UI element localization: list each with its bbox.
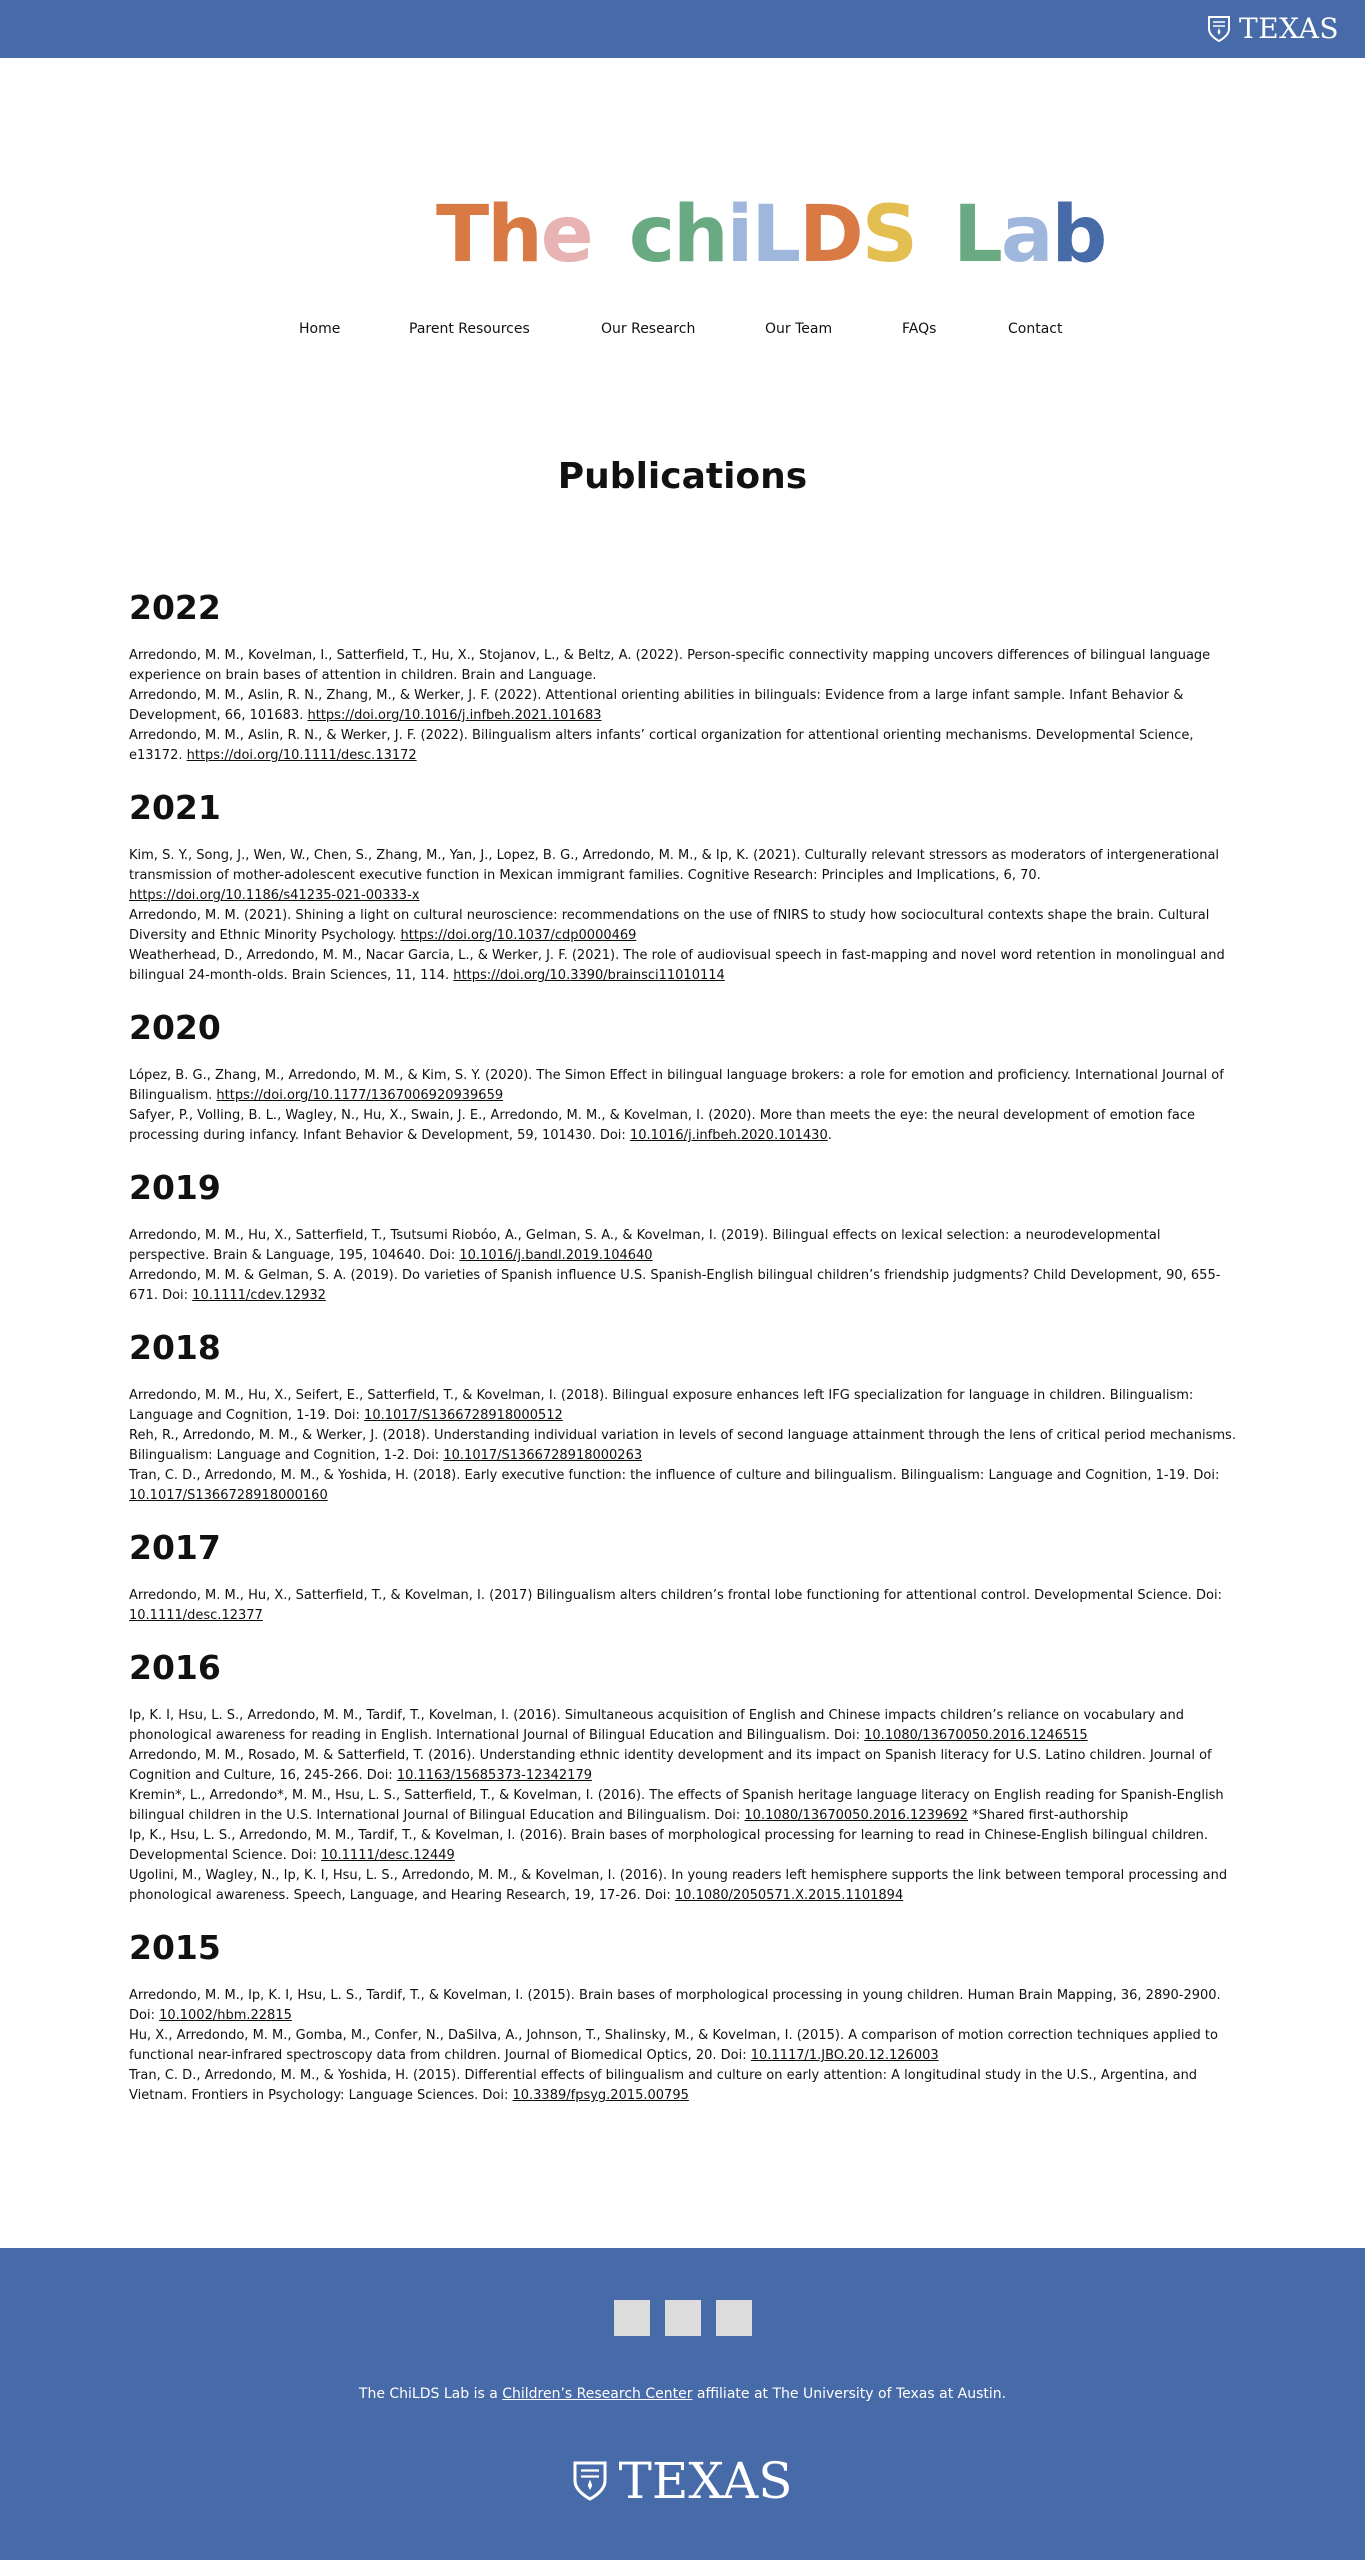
publication-entry [129,846,1239,906]
ut-texas-footer-logo[interactable] [0,2453,1365,2509]
publication-entry [129,1706,1239,1746]
publication-entry [129,1226,1239,1266]
year-section [129,586,1239,766]
citation-text: Ip, K., Hsu, L. S., Arredondo, M. M., Tardif, T., & Kovelman, I. (2016). Brain bases of morphological processing for learning to read in Chinese-English bilingual children. Developmental Science. Doi: [129,1828,1208,1863]
doi-link[interactable]: 10.1016/j.infbeh.2020.101430 [629,1128,828,1143]
citation-text: Arredondo, M. M., Aslin, R. N., & Werker, J. F. (2022). Bilingualism alters infants’ cortical organization for attentional orienting mechanisms. Developmental Science, e13172. [129,728,1194,763]
affiliation-text [0,2384,1365,2404]
doi-link[interactable]: https://doi.org/10.1177/1367006920939659 [216,1088,504,1103]
doi-link[interactable]: 10.1002/hbm.22815 [159,2008,292,2023]
year-heading: 2018 [129,1328,221,1367]
citation-text: Arredondo, M. M., Rosado, M. & Satterfield, T. (2016). Understanding ethnic identity development and its impact on Spanish literacy for U.S. Latino children. Journal of Cognition and Culture, 16, 245-266. Doi: [129,1748,1212,1783]
publication-entry [129,686,1239,726]
citation-text: Arredondo, M. M., Hu, X., Seifert, E., Satterfield, T., & Kovelman, I. (2018). Bilingual exposure enhances left IFG specialization for language in children. Bilingualism: Language and Cognition, 1-19. Doi: [129,1388,1194,1423]
year-heading: 2020 [129,1008,221,1047]
doi-link[interactable]: 10.1080/13670050.2016.1246515 [864,1728,1088,1743]
year-heading: 2016 [129,1648,221,1687]
doi-link[interactable]: 10.1017/S1366728918000263 [443,1448,643,1463]
social-icon[interactable] [614,2300,650,2336]
citation-text: Arredondo, M. M. (2021). Shining a light on cultural neuroscience: recommendations on the use of fNIRS to study how sociocultural contexts shape the brain. Cultural Diversity and Ethnic Minority Psychology. [129,908,1210,943]
year-section [129,1526,1239,1626]
doi-link[interactable]: 10.1111/cdev.12932 [192,1288,326,1303]
publication-entry [129,1426,1239,1466]
doi-link[interactable]: 10.1111/desc.12377 [129,1608,263,1623]
doi-link[interactable]: https://doi.org/10.3390/brainsci11010114 [453,968,725,983]
publication-entry [129,1386,1239,1426]
publication-entry [129,1466,1239,1506]
nav-item-our-research[interactable]: Our Research [601,321,696,337]
publications-list [129,586,1239,2126]
citation-text: Tran, C. D., Arredondo, M. M., & Yoshida, H. (2015). Differential effects of bilingualism and culture on early attention: A longitudinal study in the U.S., Argentina, and Vietnam. Frontiers in Psychology: Language Sciences. Doi: [129,2068,1198,2103]
doi-link[interactable]: 10.1017/S1366728918000512 [364,1408,563,1423]
year-section [129,786,1239,986]
doi-link[interactable]: 10.1017/S1366728918000160 [129,1488,328,1503]
publication-entry [129,726,1239,766]
page-title: Publications [557,456,808,497]
citation-text: Reh, R., Arredondo, M. M., & Werker, J. (2018). Understanding individual variation in levels of second language attainment through the lens of critical period mechanisms. Bilingualism: Language and Cognition, 1-2. Doi: [129,1428,1236,1463]
nav-item-contact[interactable]: Contact [1008,321,1063,337]
publication-entry [129,2066,1239,2106]
footer [0,2248,1365,2560]
citation-text: Kremin*, L., Arredondo*, M. M., Hsu, L. S., Satterfield, T., & Kovelman, I. (2016). The effects of Spanish heritage language literacy on English reading for Spanish-English bilingual children in the U.S. International Journal of Bilingual Education and Bilingualism. Doi: [129,1788,1224,1823]
doi-link[interactable]: 10.3389/fpsyg.2015.00795 [512,2088,689,2103]
publication-entry [129,1066,1239,1106]
childs-lab-logo[interactable]: The chiLDS Lab [436,190,1106,280]
ut-texas-logo[interactable] [1207,12,1339,46]
nav-item-faqs[interactable]: FAQs [902,321,937,337]
citation-text: Tran, C. D., Arredondo, M. M., & Yoshida, H. (2018). Early executive function: the influence of culture and bilingualism. Bilingualism: Language and Cognition, 1-19. Doi: [129,1468,1220,1483]
ut-texas-wordmark: TEXAS [1239,12,1339,45]
citation-suffix: *Shared first-authorship [967,1808,1129,1823]
ut-shield-icon [572,2460,608,2502]
citation-text: Arredondo, M. M., Ip, K. I, Hsu, L. S., Tardif, T., & Kovelman, I. (2015). Brain bases of morphological processing in young children. Human Brain Mapping, 36, 2890-2900. Doi: [129,1988,1221,2023]
year-section [129,1006,1239,1146]
nav-item-parent-resources[interactable]: Parent Resources [409,321,530,337]
publication-entry [129,646,1239,686]
affiliation-suffix: affiliate at The University of Texas at Austin. [692,2386,1007,2402]
publication-entry [129,1826,1239,1866]
citation-text: Arredondo, M. M., Hu, X., Satterfield, T., & Kovelman, I. (2017) Bilingualism alters children’s frontal lobe functioning for attentional control. Developmental Science. Doi: [129,1588,1222,1603]
publication-entry [129,906,1239,946]
publication-entry [129,1746,1239,1786]
citation-suffix: . [827,1128,832,1143]
social-links [0,2300,1365,2336]
citation-text: Arredondo, M. M., Kovelman, I., Satterfield, T., Hu, X., Stojanov, L., & Beltz, A. (2022). Person-specific connectivity mapping uncovers differences of bilingual language experience on brain bases of attention in children. Brain and Language. [129,648,1211,683]
year-section [129,1326,1239,1506]
social-icon[interactable] [665,2300,701,2336]
citation-text: Kim, S. Y., Song, J., Wen, W., Chen, S., Zhang, M., Yan, J., Lopez, B. G., Arredondo, M. M., & Ip, K. (2021). Culturally relevant stressors as moderators of intergenerational transmission of mother-adolescent executive function in Mexican immigrant families. Cognitive Research: Principles and Implications, 6, 70. [129,848,1220,883]
citation-text: López, B. G., Zhang, M., Arredondo, M. M., & Kim, S. Y. (2020). The Simon Effect in bilingual language brokers: a role for emotion and proficiency. International Journal of Bilingualism. [129,1068,1224,1103]
citation-text: Arredondo, M. M., Hu, X., Satterfield, T., Tsutsumi Riobóo, A., Gelman, S. A., & Kovelman, I. (2019). Bilingual effects on lexical selection: a neurodevelopmental perspective. Brain & Language, 195, 104640. Doi: [129,1228,1161,1263]
doi-link[interactable]: 10.1117/1.JBO.20.12.126003 [750,2048,939,2063]
year-heading: 2015 [129,1928,221,1967]
doi-link[interactable]: https://doi.org/10.1016/j.infbeh.2021.101683 [307,708,602,723]
citation-text: Weatherhead, D., Arredondo, M. M., Nacar Garcia, L., & Werker, J. F. (2021). The role of audiovisual speech in fast-mapping and novel word retention in monolingual and bilingual 24-month-olds. Brain Sciences, 11, 114. [129,948,1225,983]
publication-entry [129,1986,1239,2026]
ut-shield-icon [1207,15,1231,43]
citation-text: Arredondo, M. M., Aslin, R. N., Zhang, M., & Werker, J. F. (2022). Attentional orienting abilities in bilinguals: Evidence from a large infant sample. Infant Behavior & Development, 66, 101683. [129,688,1184,723]
publication-entry [129,1586,1239,1626]
doi-link[interactable]: 10.1080/2050571.X.2015.1101894 [674,1888,904,1903]
doi-link[interactable]: 10.1016/j.bandl.2019.104640 [459,1248,653,1263]
nav-item-our-team[interactable]: Our Team [765,321,833,337]
main-nav [0,318,1365,340]
publication-entry [129,1106,1239,1146]
top-bar [0,0,1365,58]
publication-entry [129,1266,1239,1306]
doi-link[interactable]: 10.1080/13670050.2016.1239692 [744,1808,968,1823]
nav-item-home[interactable]: Home [299,321,341,337]
citation-text: Hu, X., Arredondo, M. M., Gomba, M., Confer, N., DaSilva, A., Johnson, T., Shalinsky, M., & Kovelman, I. (2015). A comparison of motion correction techniques applied to functional near-infrared spectroscopy data from children. Journal of Biomedical Optics, 20. Doi: [129,2028,1218,2063]
citation-text: Arredondo, M. M. & Gelman, S. A. (2019). Do varieties of Spanish influence U.S. Spanish-English bilingual children’s friendship judgments? Child Development, 90, 655-671. Doi: [129,1268,1221,1303]
citation-text: Ugolini, M., Wagley, N., Ip, K. I, Hsu, L. S., Arredondo, M. M., & Kovelman, I. (2016). In young readers left hemisphere supports the link between temporal processing and phonological awareness. Speech, Language, and Hearing Research, 19, 17-26. Doi: [129,1868,1228,1903]
doi-link[interactable]: 10.1163/15685373-12342179 [396,1768,592,1783]
year-heading: 2021 [129,788,221,827]
childrens-research-center-link[interactable]: Children’s Research Center [502,2386,693,2402]
year-heading: 2019 [129,1168,221,1207]
doi-link[interactable]: https://doi.org/10.1037/cdp0000469 [400,928,637,943]
year-section [129,1926,1239,2106]
citation-text: Ip, K. I, Hsu, L. S., Arredondo, M. M., Tardif, T., Kovelman, I. (2016). Simultaneous acquisition of English and Chinese impacts children’s reliance on vocabulary and phonological awareness for reading in English. International Journal of Bilingual Education and Bilingualism. Doi: [129,1708,1184,1743]
doi-link[interactable]: https://doi.org/10.1111/desc.13172 [186,748,417,763]
publication-entry [129,1786,1239,1826]
year-heading: 2017 [129,1528,221,1567]
publication-entry [129,1866,1239,1906]
publication-entry [129,2026,1239,2066]
social-icon[interactable] [716,2300,752,2336]
year-heading: 2022 [129,588,221,627]
publication-entry [129,946,1239,986]
doi-link[interactable]: 10.1111/desc.12449 [320,1848,455,1863]
doi-link[interactable]: https://doi.org/10.1186/s41235-021-00333-x [129,888,420,903]
year-section [129,1646,1239,1906]
affiliation-prefix: The ChiLDS Lab is a [358,2386,503,2402]
ut-texas-wordmark: TEXAS [618,2452,793,2510]
year-section [129,1166,1239,1306]
citation-text: Safyer, P., Volling, B. L., Wagley, N., Hu, X., Swain, J. E., Arredondo, M. M., & Kovelman, I. (2020). More than meets the eye: the neural development of emotion face processing during infancy. Infant Behavior & Development, 59, 101430. Doi: [129,1108,1195,1143]
